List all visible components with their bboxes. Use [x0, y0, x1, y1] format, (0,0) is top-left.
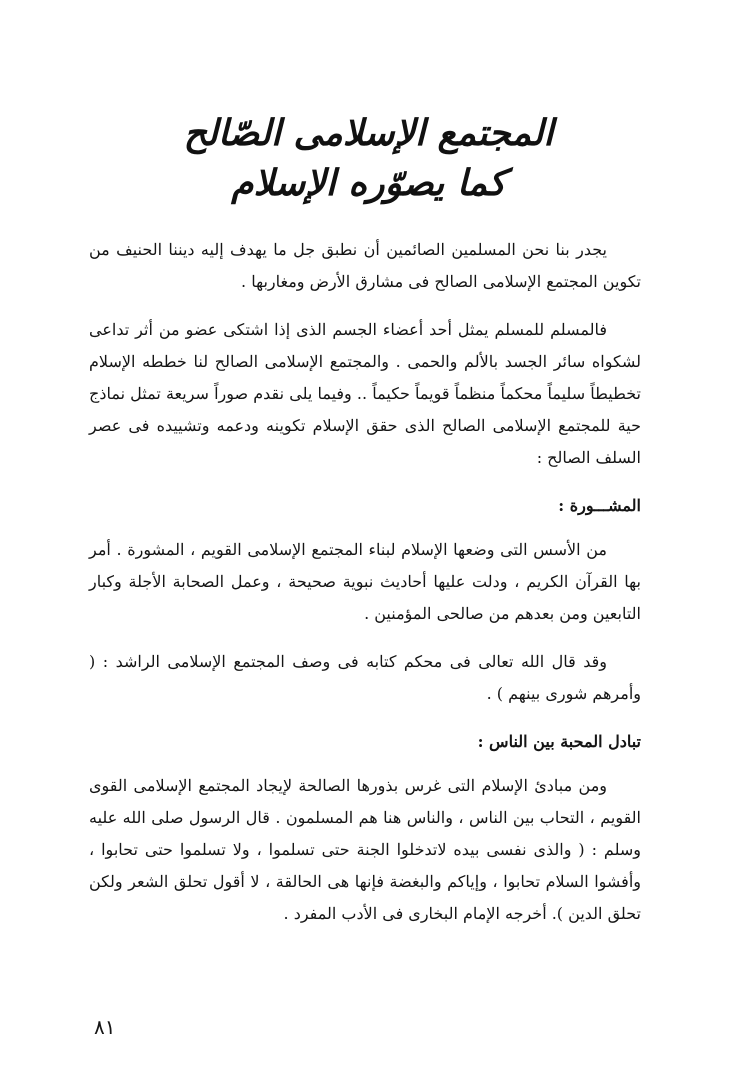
- page-body: [89, 234, 641, 946]
- paragraph-love: ومن مبادئ الإسلام التى غرس بذورها الصالحة لإيجاد المجتمع الإسلامى القوى القويم ، التحاب بين الناس ، والناس هنا هم المسلمون . قال الرسول صلى الله عليه وسلم : ( والذى نفسى بيده لاتدخلوا الجنة حتى تسلموا ، ولا تسلموا حتى تحابوا ، وأفشوا السلام تحابوا ، وإياكم والبغضة فإنها هى الحالقة ، لا أقول تحلق الشعر ولكن تحلق الدين ). أخرجه الإمام البخارى فى الأدب المفرد .: [89, 776, 641, 923]
- chapter-title-line-1: المجتمع الإسلامى الصّالح: [183, 112, 554, 154]
- paragraph-shura: من الأسس التى وضعها الإسلام لبناء المجتمع الإسلامى القويم ، المشورة . أمر بها القرآن الكريم ، ودلت عليها أحاديث نبوية صحيحة ، وعمل الصحابة الأجلة وكبار التابعين ومن بعدهم من صالحى المؤمنين .: [89, 540, 641, 623]
- paragraph-intro: يجدر بنا نحن المسلمين الصائمين أن نطبق جل ما يهدف إليه ديننا الحنيف من تكوين المجتمع الإسلامى الصالح فى مشارق الأرض ومغاربها .: [89, 240, 641, 291]
- chapter-title-line-2: كما يصوّره الإسلام: [231, 162, 506, 204]
- page-number: ٨١: [94, 1015, 116, 1039]
- chapter-title: [150, 108, 587, 208]
- section-heading-love: تبادل المحبة بين الناس :: [477, 732, 641, 751]
- paragraph-society: فالمسلم للمسلم يمثل أحد أعضاء الجسم الذى إذا اشتكى عضو من أثر تداعى لشكواه سائر الجسد بالألم والحمى . والمجتمع الإسلامى الصالح لنا خططه الإسلام تخطيطاً سليماً محكماً منظماً قويماً حكيماً .. وفيما يلى نقدم صوراً سريعة تمثل نماذج حية للمجتمع الإسلامى الصالح الذى حقق الإسلام تكوينه ودعمه وتشييده فى عصر السلف الصالح :: [89, 320, 641, 467]
- paragraph-quran-quote: وقد قال الله تعالى فى محكم كتابه فى وصف المجتمع الإسلامى الراشد : ( وأمرهم شورى بينهم ) .: [89, 652, 641, 703]
- section-heading-shura: المشـــورة :: [558, 496, 641, 515]
